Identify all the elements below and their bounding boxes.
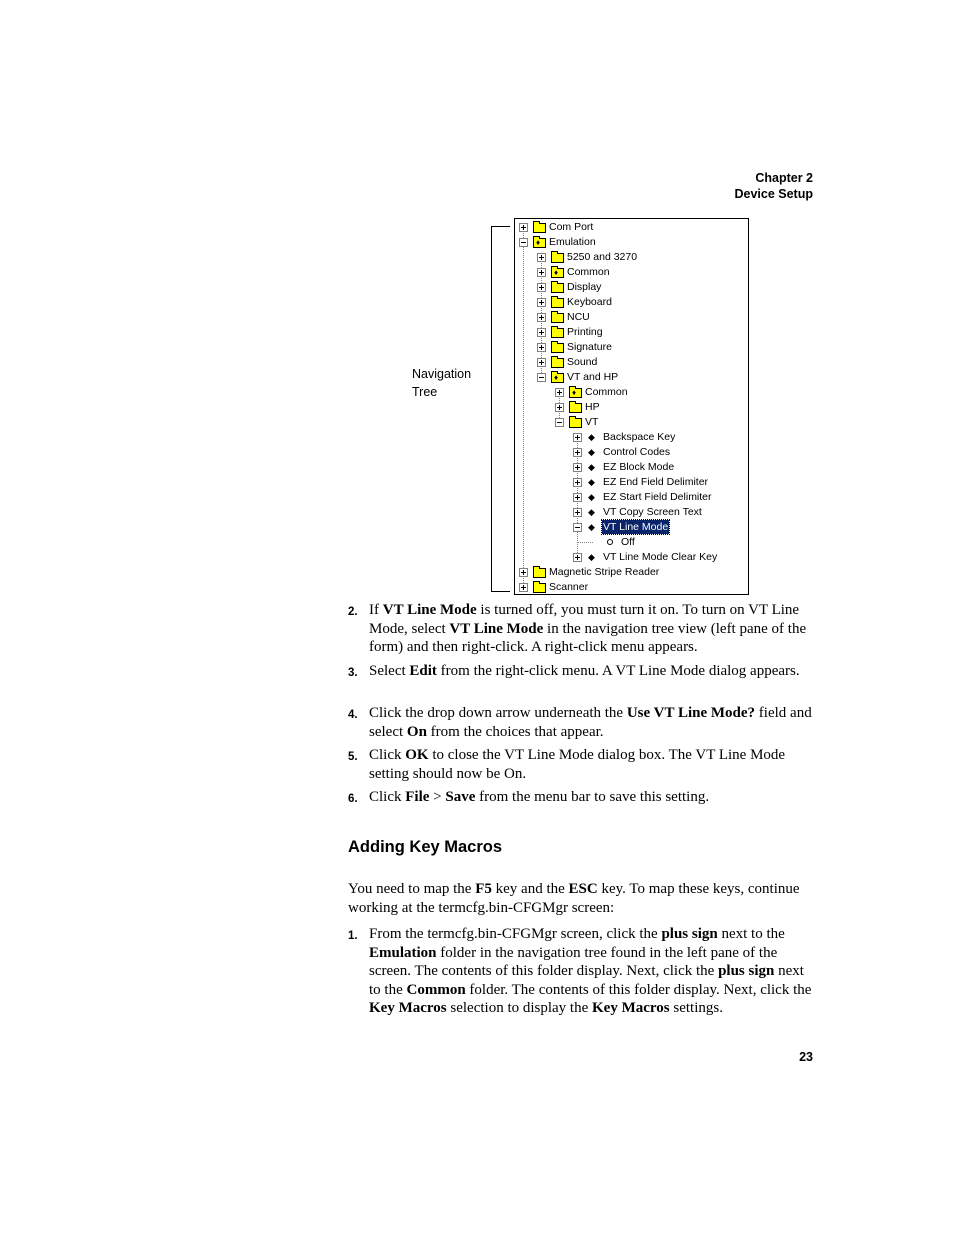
step-number: 5.	[348, 751, 358, 763]
text-run: is turned off, you must turn it on. To turn on VT Line Mode, select	[369, 602, 800, 637]
bold-term: Use VT Line Mode?	[626, 705, 756, 721]
text-run: key. To map these keys, continue working at the termcfg.bin-CFGMgr screen:	[348, 881, 800, 916]
tree-node-label: 5250 and 3270	[567, 251, 638, 263]
step-number: 4.	[348, 709, 358, 721]
expand-plus-icon[interactable]	[555, 403, 564, 412]
setting-diamond-icon: ◆	[588, 507, 595, 517]
text-run: Click	[369, 789, 406, 805]
text-run: field and select	[369, 705, 812, 740]
tree-node-label: Display	[567, 281, 602, 293]
tree-node-label: Control Codes	[603, 446, 671, 458]
step-item	[348, 601, 814, 657]
tree-node-label: Backspace Key	[603, 431, 676, 443]
callout-label-line2: Tree	[412, 385, 438, 399]
expand-plus-icon[interactable]	[537, 253, 546, 262]
expand-plus-icon[interactable]	[573, 433, 582, 442]
tree-node[interactable]	[515, 415, 748, 430]
callout-bracket	[491, 226, 510, 592]
text-run: Click	[369, 747, 406, 763]
tree-node-label: NCU	[567, 311, 590, 323]
bold-term: ESC	[568, 881, 598, 897]
bold-term: plus sign	[661, 926, 718, 942]
tree-node-label: Printing	[567, 326, 603, 338]
tree-node-label: VT	[585, 416, 599, 428]
step-text	[369, 662, 814, 681]
collapse-minus-icon[interactable]	[573, 523, 582, 532]
bold-term: plus sign	[718, 963, 775, 980]
folder-icon	[551, 313, 564, 323]
expand-plus-icon[interactable]	[573, 493, 582, 502]
bold-term: Edit	[409, 663, 437, 679]
tree-node-label: Off	[621, 536, 635, 548]
setting-diamond-icon: ◆	[588, 462, 595, 472]
folder-icon	[551, 253, 564, 263]
bold-term: OK	[405, 747, 429, 763]
tree-node[interactable]	[515, 250, 748, 265]
bold-term: Key Macros	[592, 1000, 670, 1017]
expand-plus-icon[interactable]	[519, 568, 528, 577]
expand-plus-icon[interactable]	[537, 298, 546, 307]
tree-node-label: EZ End Field Delimiter	[603, 476, 709, 488]
expand-plus-icon[interactable]	[573, 478, 582, 487]
tree-node-label: Scanner	[549, 581, 589, 593]
tree-node[interactable]	[515, 475, 748, 490]
tree-node[interactable]	[515, 580, 748, 595]
expand-plus-icon[interactable]	[537, 328, 546, 337]
tree-node[interactable]	[515, 550, 748, 565]
step-number: 2.	[348, 606, 358, 618]
bold-term: Common	[406, 981, 466, 998]
tree-node-label: Com Port	[549, 221, 594, 233]
expand-plus-icon[interactable]	[573, 448, 582, 457]
folder-icon	[551, 298, 564, 308]
folder-icon	[551, 373, 564, 383]
bold-term: F5	[475, 881, 492, 897]
folder-icon	[551, 328, 564, 338]
tree-node-label: HP	[585, 401, 600, 413]
tree-node[interactable]	[515, 340, 748, 355]
bold-term: VT Line Mode	[382, 602, 477, 618]
text-run: next to the	[717, 926, 785, 942]
step-text	[369, 788, 814, 807]
text-run: From the termcfg.bin-CFGMgr screen, click the	[369, 926, 662, 942]
intro-paragraph	[348, 880, 814, 917]
setting-diamond-icon: ◆	[588, 447, 595, 457]
section-heading: Adding Key Macros	[348, 838, 503, 856]
expand-plus-icon[interactable]	[519, 223, 528, 232]
tree-node[interactable]	[515, 280, 748, 295]
text-run: from the menu bar to save this setting.	[475, 789, 710, 805]
expand-plus-icon[interactable]	[537, 268, 546, 277]
step-text	[369, 746, 814, 783]
folder-icon	[551, 343, 564, 353]
tree-node-label: Common	[585, 386, 628, 398]
tree-node[interactable]	[515, 490, 748, 505]
bold-term: VT Line Mode	[449, 620, 544, 637]
setting-diamond-icon: ◆	[588, 477, 595, 487]
expand-plus-icon[interactable]	[555, 388, 564, 397]
folder-icon	[569, 403, 582, 413]
expand-plus-icon[interactable]	[537, 358, 546, 367]
tree-node-label: Sound	[567, 356, 598, 368]
tree-node[interactable]	[515, 535, 748, 550]
expand-plus-icon[interactable]	[537, 313, 546, 322]
text-run: in the navigation tree view (left pane of the form) and then right-click. A right-click menu appears.	[369, 620, 807, 656]
tree-node[interactable]	[515, 370, 748, 385]
tree-node[interactable]	[515, 505, 748, 520]
setting-diamond-icon: ◆	[588, 432, 595, 442]
bold-term: On	[406, 723, 427, 740]
text-run: You need to map the	[348, 881, 476, 897]
text-run: settings.	[669, 1000, 723, 1017]
tree-node[interactable]	[515, 400, 748, 415]
text-run: Click the drop down arrow underneath the	[369, 705, 627, 721]
chapter-label: Chapter 2	[755, 171, 813, 185]
step-number: 3.	[348, 667, 358, 679]
tree-node[interactable]	[515, 295, 748, 310]
text-run: >	[429, 789, 446, 805]
tree-node[interactable]	[515, 460, 748, 475]
text-run: folder. The contents of this folder display. Next, click the	[465, 981, 812, 998]
folder-icon	[569, 418, 582, 428]
text-run: key and the	[491, 881, 569, 897]
step-text	[369, 925, 814, 1018]
tree-node[interactable]	[515, 220, 748, 235]
text-run: to close the VT Line Mode dialog box. The VT Line Mode setting should now be On.	[369, 747, 786, 782]
tree-node-label: VT Line Mode	[603, 521, 669, 533]
folder-icon	[569, 388, 582, 398]
text-run: selection to display the	[446, 1000, 593, 1017]
folder-icon	[533, 238, 546, 248]
step-item	[348, 788, 814, 807]
text-run: next to the	[369, 963, 804, 998]
collapse-minus-icon[interactable]	[519, 238, 528, 247]
tree-node-label: Keyboard	[567, 296, 612, 308]
tree-node[interactable]	[515, 310, 748, 325]
text-run: Select	[369, 663, 410, 679]
tree-node-label: VT and HP	[567, 371, 619, 383]
folder-icon	[551, 358, 564, 368]
tree-node-label: Emulation	[549, 236, 596, 248]
tree-node-label: Magnetic Stripe Reader	[549, 566, 660, 578]
text-run: If	[369, 602, 383, 618]
step-number: 1.	[348, 930, 358, 942]
tree-node[interactable]	[515, 355, 748, 370]
tree-node-label: Common	[567, 266, 610, 278]
tree-node-label: VT Copy Screen Text	[603, 506, 702, 518]
setting-diamond-icon: ◆	[588, 552, 595, 562]
text-run: from the right-click menu. A VT Line Mode dialog appears.	[436, 663, 800, 679]
tree-node-label: Signature	[567, 341, 612, 353]
section-label: Device Setup	[734, 187, 813, 201]
tree-node[interactable]	[515, 235, 748, 250]
tree-node-label: VT Line Mode Clear Key	[603, 551, 718, 563]
expand-plus-icon[interactable]	[573, 553, 582, 562]
tree-connector	[577, 542, 593, 543]
bold-term: Emulation	[369, 944, 437, 961]
value-circle-icon	[607, 539, 613, 545]
step-number: 6.	[348, 793, 358, 805]
step-text	[369, 704, 814, 741]
tree-node[interactable]	[515, 520, 748, 535]
page-number: 23	[799, 1050, 813, 1064]
callout-label-line1: Navigation	[412, 367, 472, 381]
folder-icon	[533, 583, 546, 593]
tree-node[interactable]	[515, 565, 748, 580]
expand-plus-icon[interactable]	[519, 583, 528, 592]
tree-node[interactable]	[515, 325, 748, 340]
bold-term: File	[405, 789, 430, 805]
step-item	[348, 925, 814, 1018]
tree-node[interactable]	[515, 385, 748, 400]
tree-node-label: EZ Start Field Delimiter	[603, 491, 712, 503]
tree-node-label: EZ Block Mode	[603, 461, 675, 473]
expand-plus-icon[interactable]	[573, 508, 582, 517]
setting-diamond-icon: ◆	[588, 492, 595, 502]
bold-term: Key Macros	[369, 1000, 447, 1017]
step-text	[369, 601, 814, 657]
collapse-minus-icon[interactable]	[555, 418, 564, 427]
step-item	[348, 662, 814, 681]
navigation-tree	[514, 218, 749, 595]
folder-icon	[551, 268, 564, 278]
folder-icon	[533, 568, 546, 578]
expand-plus-icon[interactable]	[573, 463, 582, 472]
tree-node[interactable]	[515, 265, 748, 280]
bold-term: Save	[445, 789, 476, 805]
tree-node[interactable]	[515, 445, 748, 460]
expand-plus-icon[interactable]	[537, 343, 546, 352]
text-run: folder in the navigation tree found in the left pane of the screen. The contents of this folder display. Next, click the	[369, 944, 778, 980]
expand-plus-icon[interactable]	[537, 283, 546, 292]
text-run: from the choices that appear.	[426, 723, 604, 740]
folder-icon	[551, 283, 564, 293]
collapse-minus-icon[interactable]	[537, 373, 546, 382]
step-item	[348, 704, 814, 741]
tree-node[interactable]	[515, 430, 748, 445]
step-item	[348, 746, 814, 783]
setting-diamond-icon: ◆	[588, 522, 595, 532]
folder-icon	[533, 223, 546, 233]
